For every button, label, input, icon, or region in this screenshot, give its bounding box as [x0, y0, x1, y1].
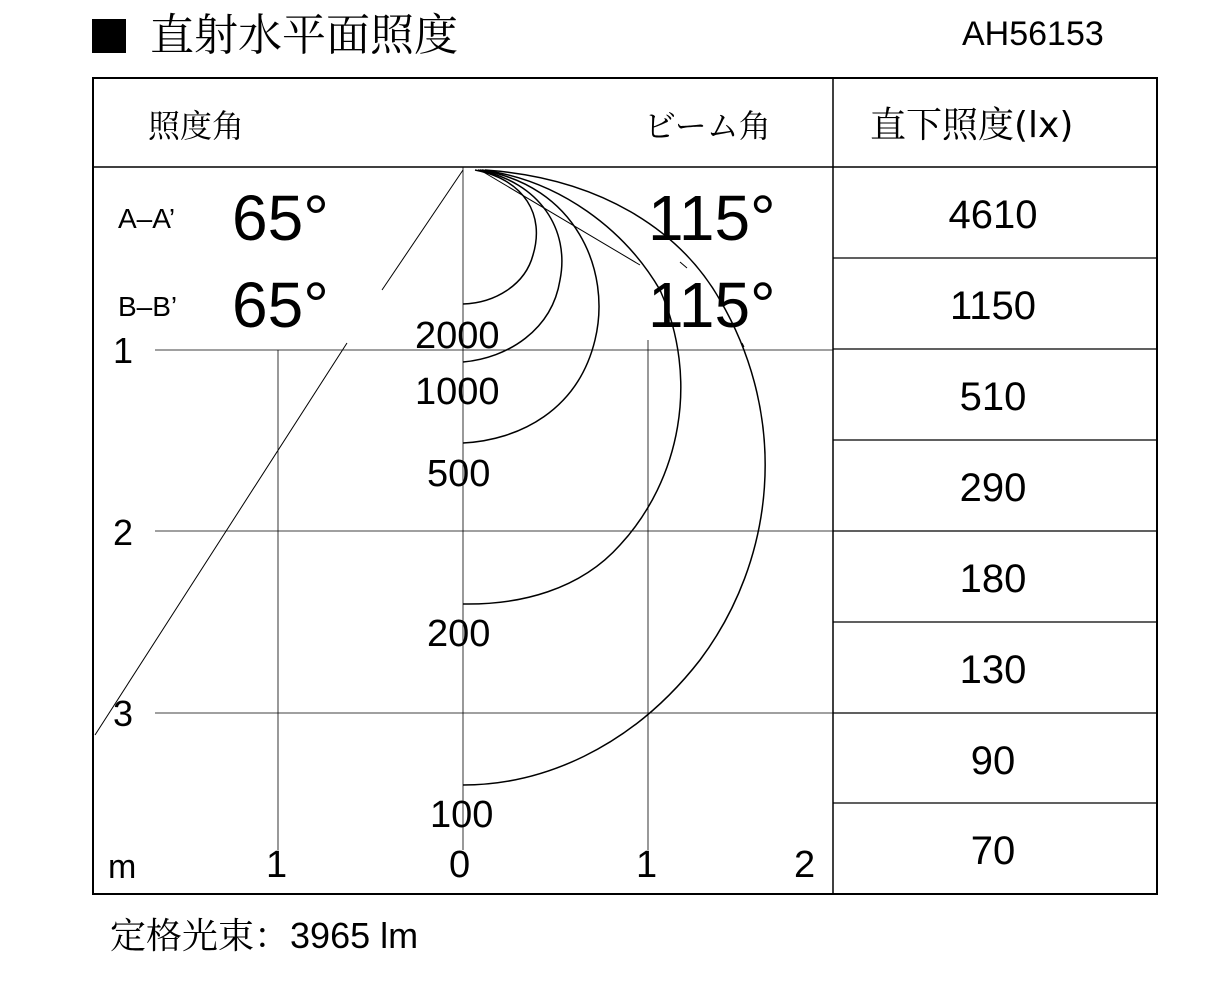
distance-tick-3: 3	[113, 693, 134, 734]
beam-angle-line	[480, 170, 640, 265]
direct-lux-value: 130	[959, 648, 1027, 692]
distance-tick-2: 2	[113, 512, 134, 553]
distance-tick-1: 1	[113, 330, 134, 371]
direct-lux-value: 90	[970, 739, 1016, 783]
header-beam-angle: ビーム角	[644, 107, 771, 145]
rated-flux-label: 定格光束	[110, 916, 255, 957]
contour-label-1000: 1000	[415, 371, 500, 413]
illuminance-angle-a: 65°	[232, 182, 329, 254]
contour-label-500: 500	[427, 453, 491, 495]
x-tick-right-2: 2	[794, 844, 816, 886]
isolux-curve-100	[463, 170, 765, 785]
direct-lux-value: 180	[959, 557, 1027, 601]
beam-angle-line-mid	[680, 262, 687, 268]
x-tick-0: 0	[449, 844, 471, 886]
header-direct-illuminance: 直下照度(lx)	[870, 105, 1074, 146]
beam-angle-a: 115°	[648, 182, 776, 254]
model-number: AH56153	[962, 15, 1104, 53]
contour-label-200: 200	[427, 613, 491, 655]
header-illuminance-angle: 照度角	[148, 107, 245, 145]
contour-label-2000: 2000	[415, 315, 500, 357]
beam-angle-b: 115°	[648, 269, 776, 341]
direct-lux-value: 70	[970, 829, 1016, 873]
rated-flux-value: 3965 lm	[290, 915, 419, 956]
illuminance-angle-b: 65°	[232, 269, 329, 341]
lux-row-dividers	[833, 258, 1157, 803]
section-label-b: B–B’	[118, 291, 178, 322]
x-tick-right-1: 1	[636, 844, 658, 886]
direct-lux-value: 290	[959, 466, 1027, 510]
contour-label-100: 100	[430, 794, 494, 836]
direct-lux-value: 510	[959, 375, 1027, 419]
isolux-curves	[463, 170, 765, 785]
page-title: 直射水平面照度	[150, 10, 458, 61]
direct-lux-value: 4610	[948, 193, 1038, 237]
direct-lux-value: 1150	[949, 284, 1036, 328]
section-label-a: A–A’	[118, 203, 176, 234]
rated-luminous-flux	[110, 915, 419, 957]
illuminance-angle-line	[382, 170, 463, 290]
rated-flux-separator: ：	[254, 916, 291, 957]
x-tick-left-1: 1	[266, 844, 288, 886]
x-axis-unit: m	[108, 848, 137, 886]
